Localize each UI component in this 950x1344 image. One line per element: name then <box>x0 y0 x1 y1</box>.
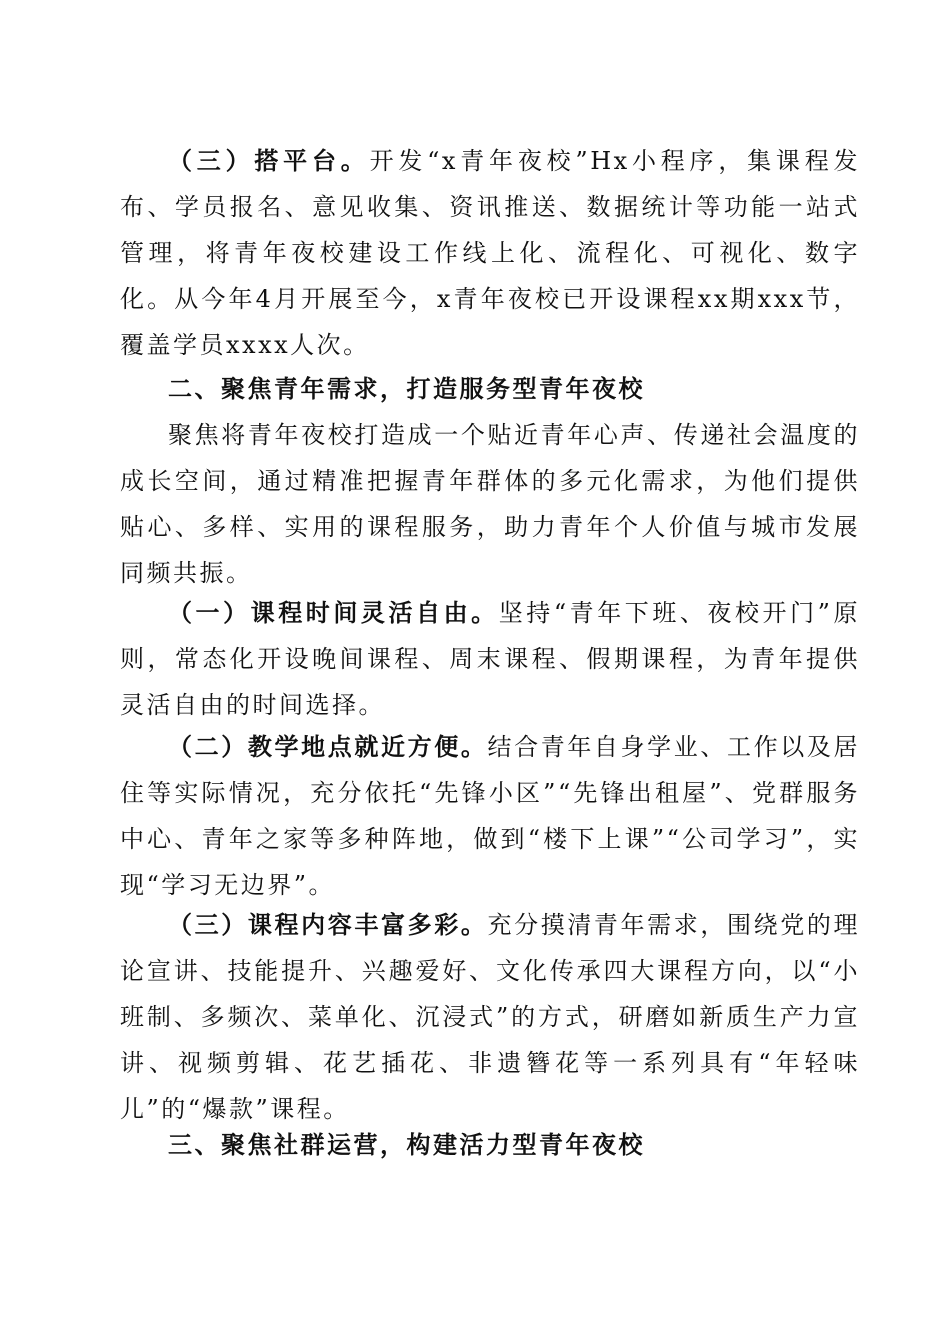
paragraph-teaching-location <box>120 724 860 908</box>
paragraph-body: 坚持“青年下班、夜校开门”原则，常态化开设晚间课程、周末课程、假期课程，为青年提供灵活自由的时间选择。 <box>120 599 860 719</box>
paragraph-course-time <box>120 590 860 728</box>
paragraph-body: 充分摸清青年需求，围绕党的理论宣讲、技能提升、兴趣爱好、文化传承四大课程方向，以“小班制、多频次、菜单化、沉浸式”的方式，研磨如新质生产力宣讲、视频剪辑、花艺插花、非遗簪花等一系列具有“年轻味儿”的“爆款”课程。 <box>120 911 861 1123</box>
paragraph-lead: （三）搭平台。 <box>168 146 370 175</box>
paragraph-lead: （一）课程时间灵活自由。 <box>168 598 499 627</box>
paragraph-body: 结合青年自身学业、工作以及居住等实际情况，充分依托“先锋小区”“先锋出租屋”、党群服务中心、青年之家等多种阵地，做到“楼下上课”“公司学习”，实现“学习无边界”。 <box>120 733 861 899</box>
paragraph-lead: （三）课程内容丰富多彩。 <box>168 910 488 939</box>
paragraph-platform <box>120 138 860 368</box>
paragraph-course-content <box>120 902 860 1132</box>
section-heading-three: 三、聚焦社群运营，构建活力型青年夜校 <box>168 1130 645 1159</box>
paragraph-section-two-intro: 聚焦将青年夜校打造成一个贴近青年心声、传递社会温度的成长空间，通过精准把握青年群体的多元化需求，为他们提供贴心、多样、实用的课程服务，助力青年个人价值与城市发展同频共振。 <box>120 421 860 587</box>
paragraph-lead: （二）教学地点就近方便。 <box>168 732 488 761</box>
paragraph-body: 开发“x青年夜校”Hx小程序，集课程发布、学员报名、意见收集、资讯推送、数据统计等功能一站式管理，将青年夜校建设工作线上化、流程化、可视化、数字化。从今年4月开展至今，x青年夜校已开设课程xx期xxx节，覆盖学员xxxx人次。 <box>120 147 861 359</box>
section-heading-two: 二、聚焦青年需求，打造服务型青年夜校 <box>168 374 645 403</box>
